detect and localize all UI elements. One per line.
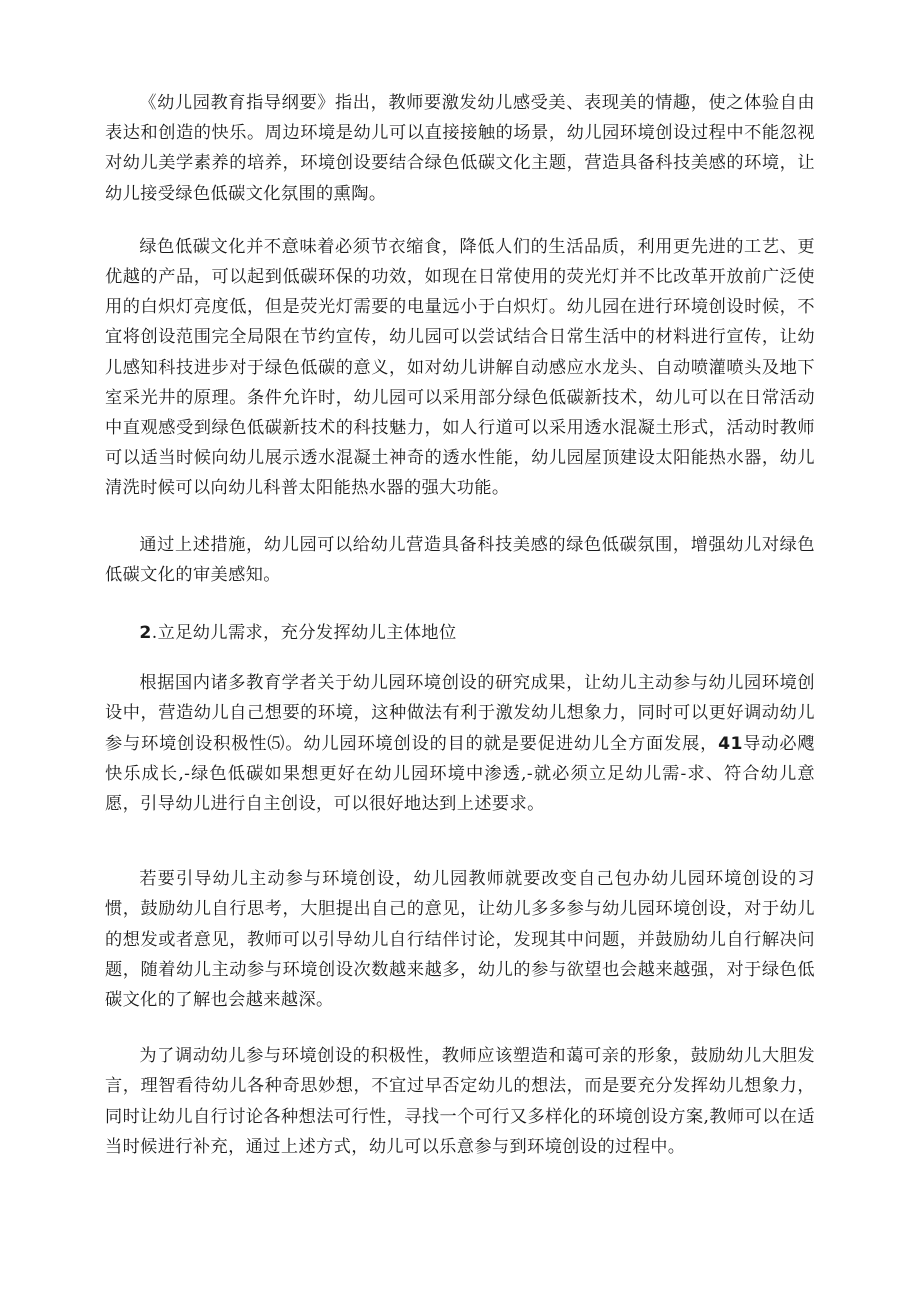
paragraph-research-part-b: 导动必飕快乐成长,-绿色低碳如果想更好在幼儿园环境中渗透,-就必须立足幼儿需-求、符合幼儿意愿，引导幼儿进行自主创设，可以很好地达到上述要求。 bbox=[105, 733, 815, 815]
paragraph-teacher-role: 为了调动幼儿参与环境创设的积极性，教师应该塑造和蔼可亲的形象，鼓励幼儿大胆发言，理智看待幼儿各种奇思妙想，不宜过早否定幼儿的想法，而是要充分发挥幼儿想象力，同时让幼儿自行讨论各种想法可行性，寻找一个可行又多样化的环境创设方案,教师可以在适当时候进行补充，通过上述方式，幼儿可以乐意参与到环境创设的过程中。 bbox=[105, 1046, 815, 1157]
inline-bold-number: 41 bbox=[718, 733, 743, 754]
paragraph-low-carbon-technology: 绿色低碳文化并不意味着必须节衣缩食，降低人们的生活品质，利用更先进的工艺、更优越的产品，可以起到低碳环保的功效，如现在日常使用的荧光灯并不比改革开放前广泛使用的白炽灯亮度低，但是荧光灯需要的电量远小于白炽灯。幼儿园在进行环境创设时候，不宜将创设范围完全局限在节约宣传，幼儿园可以尝试结合日常生活中的材料进行宣传，让幼儿感知科技进步对于绿色低碳的意义，如对幼儿讲解自动感应水龙头、自动喷灌喷头及地下室采光井的原理。条件允许时，幼儿园可以采用部分绿色低碳新技术，幼儿可以在日常活动中直观感受到绿色低碳新技术的科技魅力，如人行道可以采用透水混凝土形式，活动时教师可以适当时候向幼儿展示透水混凝土神奇的透水性能，幼儿园屋顶建设太阳能热水器，幼儿清洗时候可以向幼儿科普太阳能热水器的强大功能。 bbox=[105, 236, 815, 499]
paragraph-research-part-a: 根据国内诸多教育学者关于幼儿园环境创设的研究成果，让幼儿主动参与幼儿园环境创设中，营造幼儿自己想要的环境，这种做法有利于激发幼儿想象力，同时可以更好调动幼儿参与环境创设积极性⑸。幼儿园环境创设的目的就是要促进幼儿全方面发展， bbox=[105, 673, 815, 754]
section-heading-text: .立足幼儿需求，充分发挥幼儿主体地位 bbox=[151, 623, 457, 644]
paragraph-guideline-intro: 《幼儿园教育指导纲要》指出，教师要激发幼儿感受美、表现美的情趣，使之体验自由表达和创造的快乐。周边环境是幼儿可以直接接触的场景，幼儿园环境创设过程中不能忽视对幼儿美学素养的培养，环境创设要结合绿色低碳文化主题，营造具备科技美感的环境，让幼儿接受绿色低碳文化氛围的熏陶。 bbox=[105, 93, 815, 204]
paragraph-child-participation: 若要引导幼儿主动参与环境创设，幼儿园教师就要改变自己包办幼儿园环境创设的习惯，鼓励幼儿自行思考，大胆提出自己的意见，让幼儿多多参与幼儿园环境创设，对于幼儿的想发或者意见，教师可以引导幼儿自行结伴讨论，发现其中问题，并鼓励幼儿自行解决问题，随着幼儿主动参与环境创设次数越来越多，幼儿的参与欲望也会越来越强，对于绿色低碳文化的了解也会越来越深。 bbox=[105, 869, 815, 1011]
paragraph-research-findings bbox=[105, 668, 815, 819]
section-heading-number: 2 bbox=[139, 623, 152, 644]
paragraph-summary: 通过上述措施，幼儿园可以给幼儿营造具备科技美感的绿色低碳氛围，增强幼儿对绿色低碳文化的审美感知。 bbox=[105, 534, 815, 585]
section-heading bbox=[105, 618, 815, 648]
document-page bbox=[105, 88, 815, 1162]
